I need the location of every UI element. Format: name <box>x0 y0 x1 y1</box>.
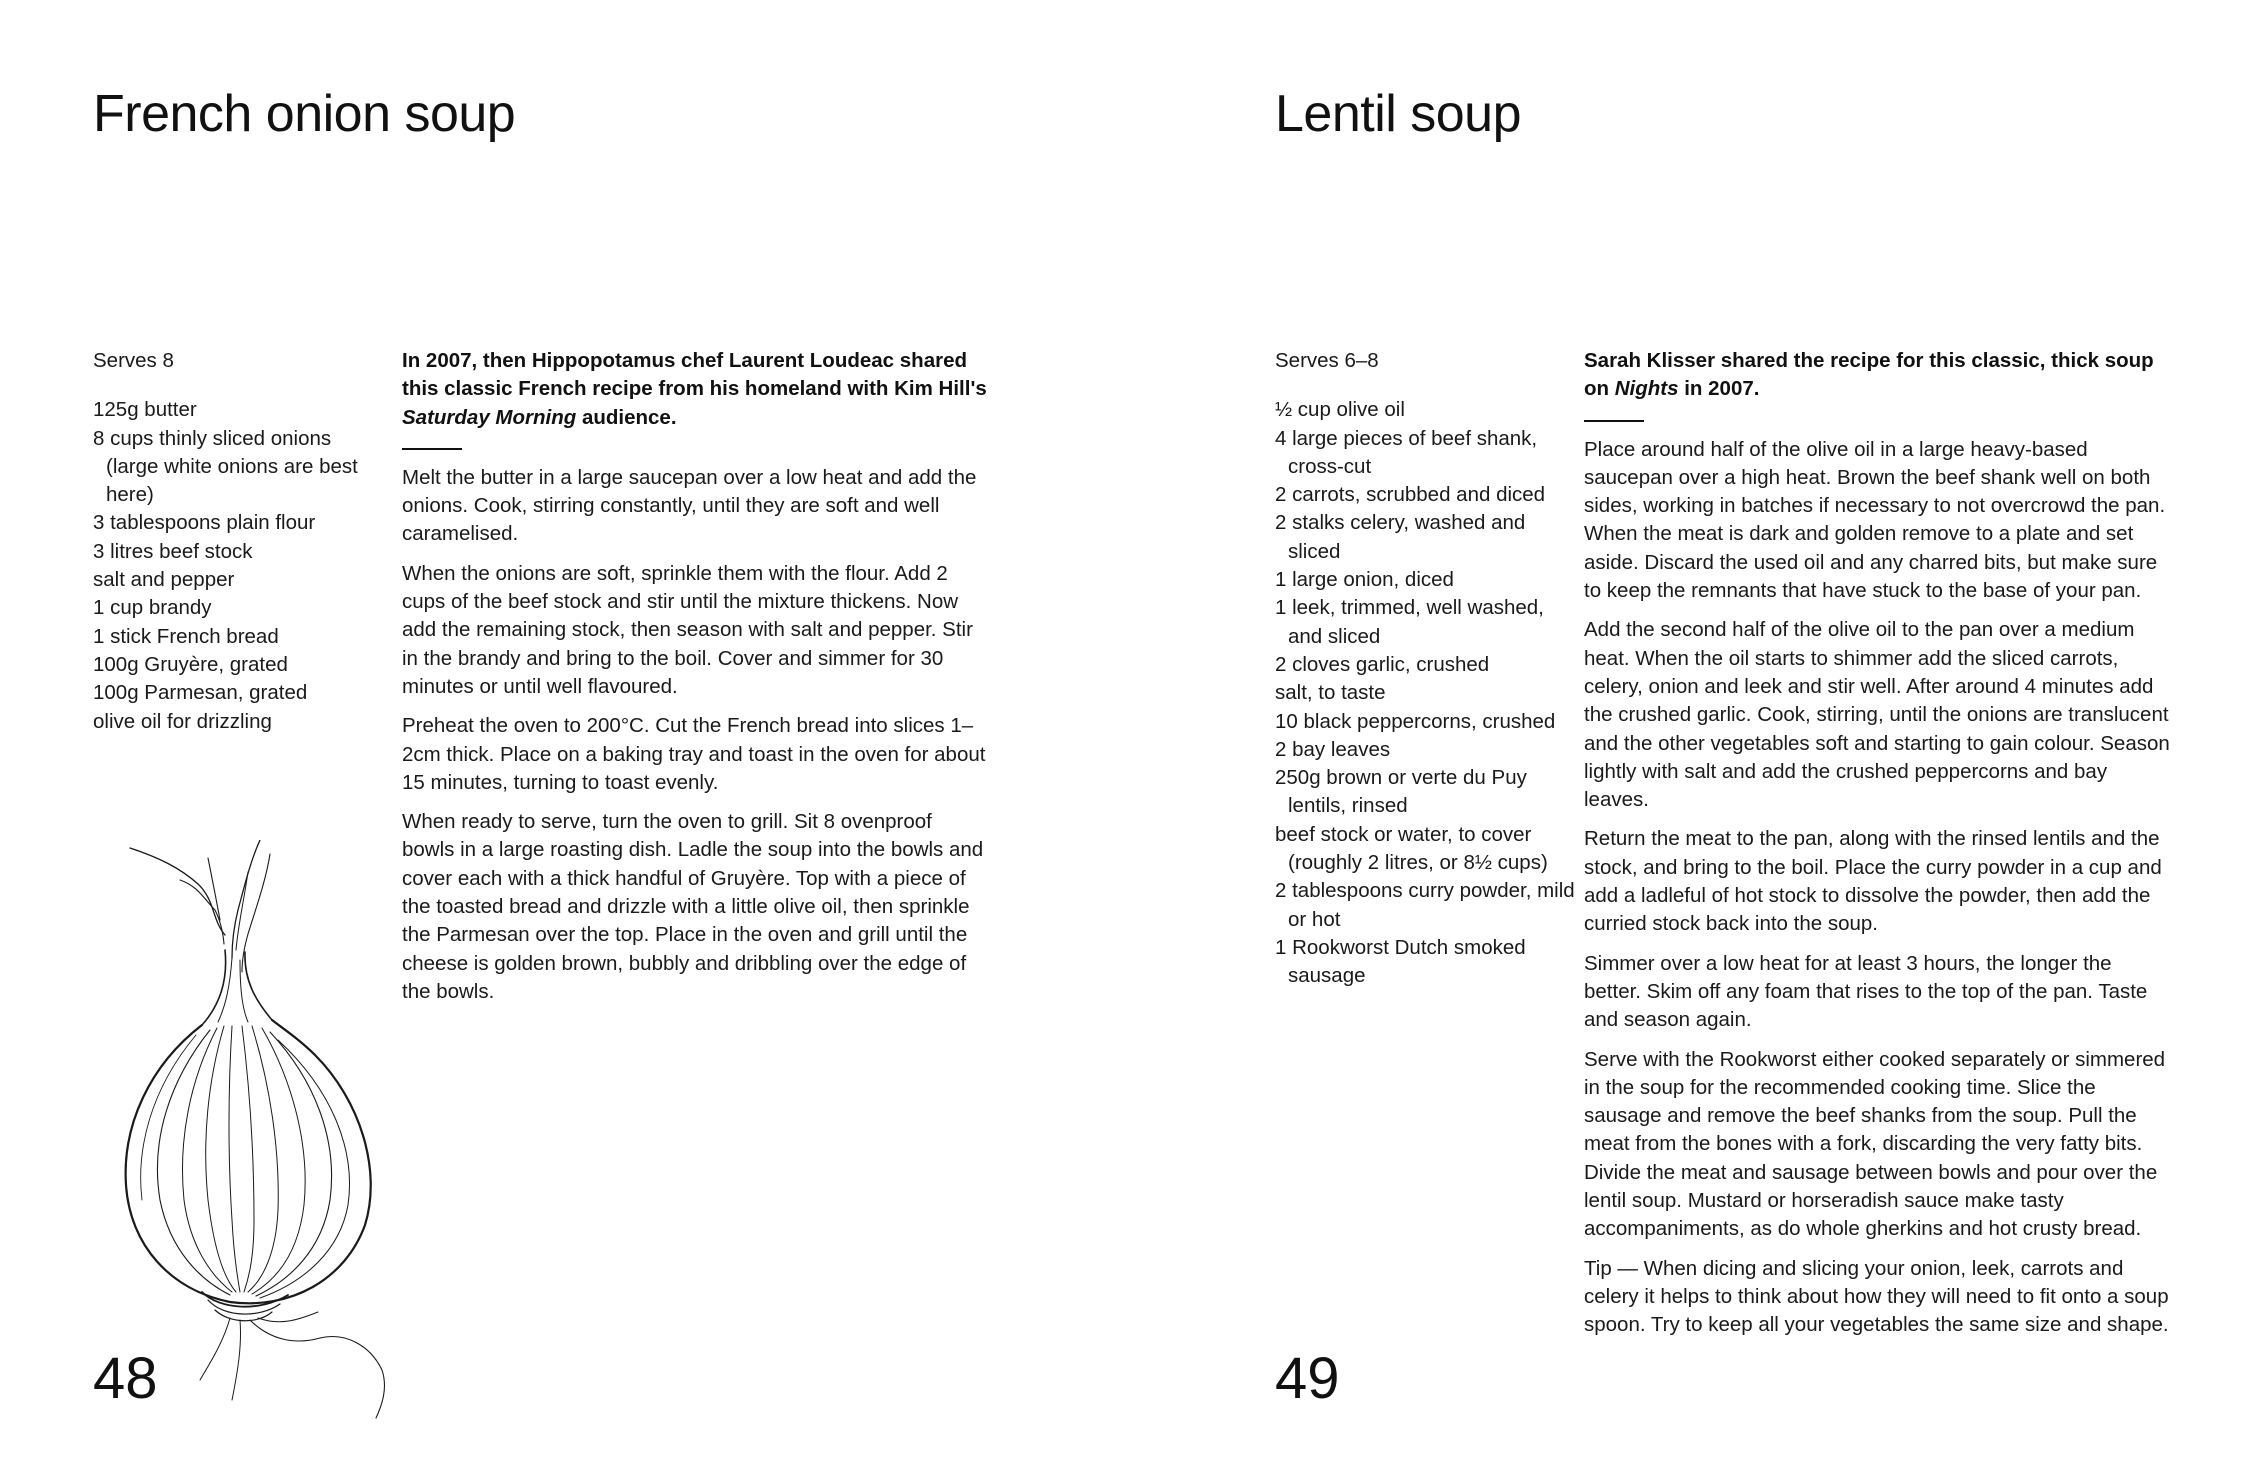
method-column <box>1584 347 2172 1351</box>
ingredient-item: 1 Rookworst Dutch smoked sausage <box>1275 935 1526 988</box>
ingredient-item: 2 carrots, scrubbed and diced <box>1275 483 1546 507</box>
method-step: Place around half of the olive oil in a large heavy-based saucepan over a high heat. Brown the beef shank well on both sides, working in batches if necessary to not overcrowd the pan. When the meat is dark and golden remove to a plate and set aside. Discard the used oil and any charred bits, but make sure to keep the remnants that have stuck to the base of your pan. <box>1584 437 2166 603</box>
recipe-title: French onion soup <box>93 85 516 143</box>
recipe-intro <box>402 347 987 432</box>
ingredient-item: 2 cloves garlic, crushed <box>1275 652 1490 676</box>
divider <box>402 448 462 450</box>
method-step: Serve with the Rookworst either cooked separately or simmered in the soup for the recommended cooking time. Slice the sausage and remove the beef shanks from the soup. Pull the meat from the bones with a fork, discarding the very fatty bits. Divide the meat and sausage between bowls and pour over the lentil soup. Mustard or horseradish sauce make tasty accompaniments, as do whole gherkins and hot crusty bread. <box>1584 1047 2166 1241</box>
ingredient-item: 1 large onion, diced <box>1275 568 1454 592</box>
ingredient-item: 1 cup brandy <box>93 596 212 620</box>
method-step: Simmer over a low heat for at least 3 hours, the longer the better. Skim off any foam that rises to the top of the pan. Taste and season again. <box>1584 951 2148 1032</box>
right-page <box>1121 0 2243 1476</box>
method-step: When the onions are soft, sprinkle them with the flour. Add 2 cups of the beef stock and stir until the mixture thickens. Now add the remaining stock, then season with salt and pepper. Stir in the brandy and bring to the boil. Cover and simmer for 30 minutes or until well flavoured. <box>402 561 973 698</box>
programme-name: Saturday Morning <box>402 405 577 429</box>
method-step: Add the second half of the olive oil to the pan over a medium heat. When the oil starts to shimmer add the sliced carrots, celery, onion and leek and stir well. After around 4 minutes add the crushed garlic. Cook, stirring, until the onions are translucent and the other vegetables soft and starting to gain colour. Season lightly with salt and add the crushed peppercorns and bay leaves. <box>1584 618 2170 812</box>
ingredients-column <box>1275 347 1575 991</box>
intro-text-end: in 2007. <box>1678 377 1760 401</box>
intro-text: In 2007, then Hippopotamus chef Laurent Loudeac shared this classic French recipe from his homeland with Kim Hill's <box>402 349 987 401</box>
serves-label: Serves 8 <box>93 349 174 372</box>
recipe-intro <box>1584 347 2172 404</box>
ingredient-list <box>1275 396 1575 990</box>
method-step: Melt the butter in a large saucepan over a low heat and add the onions. Cook, stirring constantly, until they are soft and well caramelised. <box>402 465 977 546</box>
ingredient-item: salt, to taste <box>1275 681 1386 705</box>
ingredient-item: 100g Gruyère, grated <box>93 652 288 676</box>
ingredient-item: 2 bay leaves <box>1275 737 1391 761</box>
ingredient-item: 1 leek, trimmed, well washed, and sliced <box>1275 596 1544 648</box>
ingredient-item: 2 tablespoons curry powder, mild or hot <box>1275 879 1575 931</box>
ingredient-item: 10 black peppercorns, crushed <box>1275 709 1556 733</box>
intro-text: Sarah Klisser shared the recipe for this classic, thick soup on <box>1584 349 2154 401</box>
programme-name: Nights <box>1614 377 1679 401</box>
ingredient-item: beef stock or water, to cover (roughly 2 litres, or 8½ cups) <box>1275 822 1548 875</box>
left-page <box>0 0 1121 1476</box>
page-number: 49 <box>1275 1346 1340 1411</box>
ingredient-item: ½ cup olive oil <box>1275 398 1405 422</box>
recipe-title: Lentil soup <box>1275 85 1522 143</box>
ingredient-item: 100g Parmesan, grated <box>93 681 308 705</box>
ingredient-item: 3 tablespoons plain flour <box>93 511 316 535</box>
ingredient-item: 3 litres beef stock <box>93 539 253 563</box>
ingredient-item: 250g brown or verte du Puy lentils, rinsed <box>1275 766 1527 818</box>
ingredient-item: 2 stalks celery, washed and sliced <box>1275 511 1526 563</box>
intro-text-end: audience. <box>576 405 677 429</box>
ingredients-column <box>93 347 363 736</box>
ingredient-item: olive oil for drizzling <box>93 709 272 733</box>
method-step: When ready to serve, turn the oven to grill. Sit 8 ovenproof bowls in a large roasting dish. Ladle the soup into the bowls and cover each with a thick handful of Gruyère. Top with a piece of the toasted bread and drizzle with a little olive oil, then sprinkle the Parmesan over the top. Place in the oven and grill until the cheese is golden brown, bubbly and dribbling over the edge of the bowls. <box>402 810 984 1003</box>
ingredient-item: 4 large pieces of beef shank, cross-cut <box>1275 426 1538 478</box>
ingredient-item: 125g butter <box>93 398 197 422</box>
ingredient-item: salt and pepper <box>93 568 235 592</box>
ingredient-list <box>93 396 363 736</box>
page-number: 48 <box>93 1346 158 1411</box>
method-step: Preheat the oven to 200°C. Cut the French bread into slices 1–2cm thick. Place on a baking tray and toast in the oven for about 15 minutes, turning to toast evenly. <box>402 714 986 794</box>
onion-sketch-icon <box>120 840 410 1420</box>
ingredient-item: 8 cups thinly sliced onions (large white onions are best here) <box>93 426 358 507</box>
divider <box>1584 420 1644 422</box>
method-step: Return the meat to the pan, along with the rinsed lentils and the stock, and bring to the boil. Place the curry powder in a cup and add a ladleful of hot stock to dissolve the powder, then add the curried stock back into the soup. <box>1584 827 2162 936</box>
serves-label: Serves 6–8 <box>1275 349 1379 372</box>
tip-text: Tip — When dicing and slicing your onion, leek, carrots and celery it helps to think about how they will need to fit onto a soup spoon. Try to keep all your vegetables the same size and shape. <box>1584 1256 2169 1337</box>
method-column <box>402 347 987 1017</box>
ingredient-item: 1 stick French bread <box>93 624 279 648</box>
